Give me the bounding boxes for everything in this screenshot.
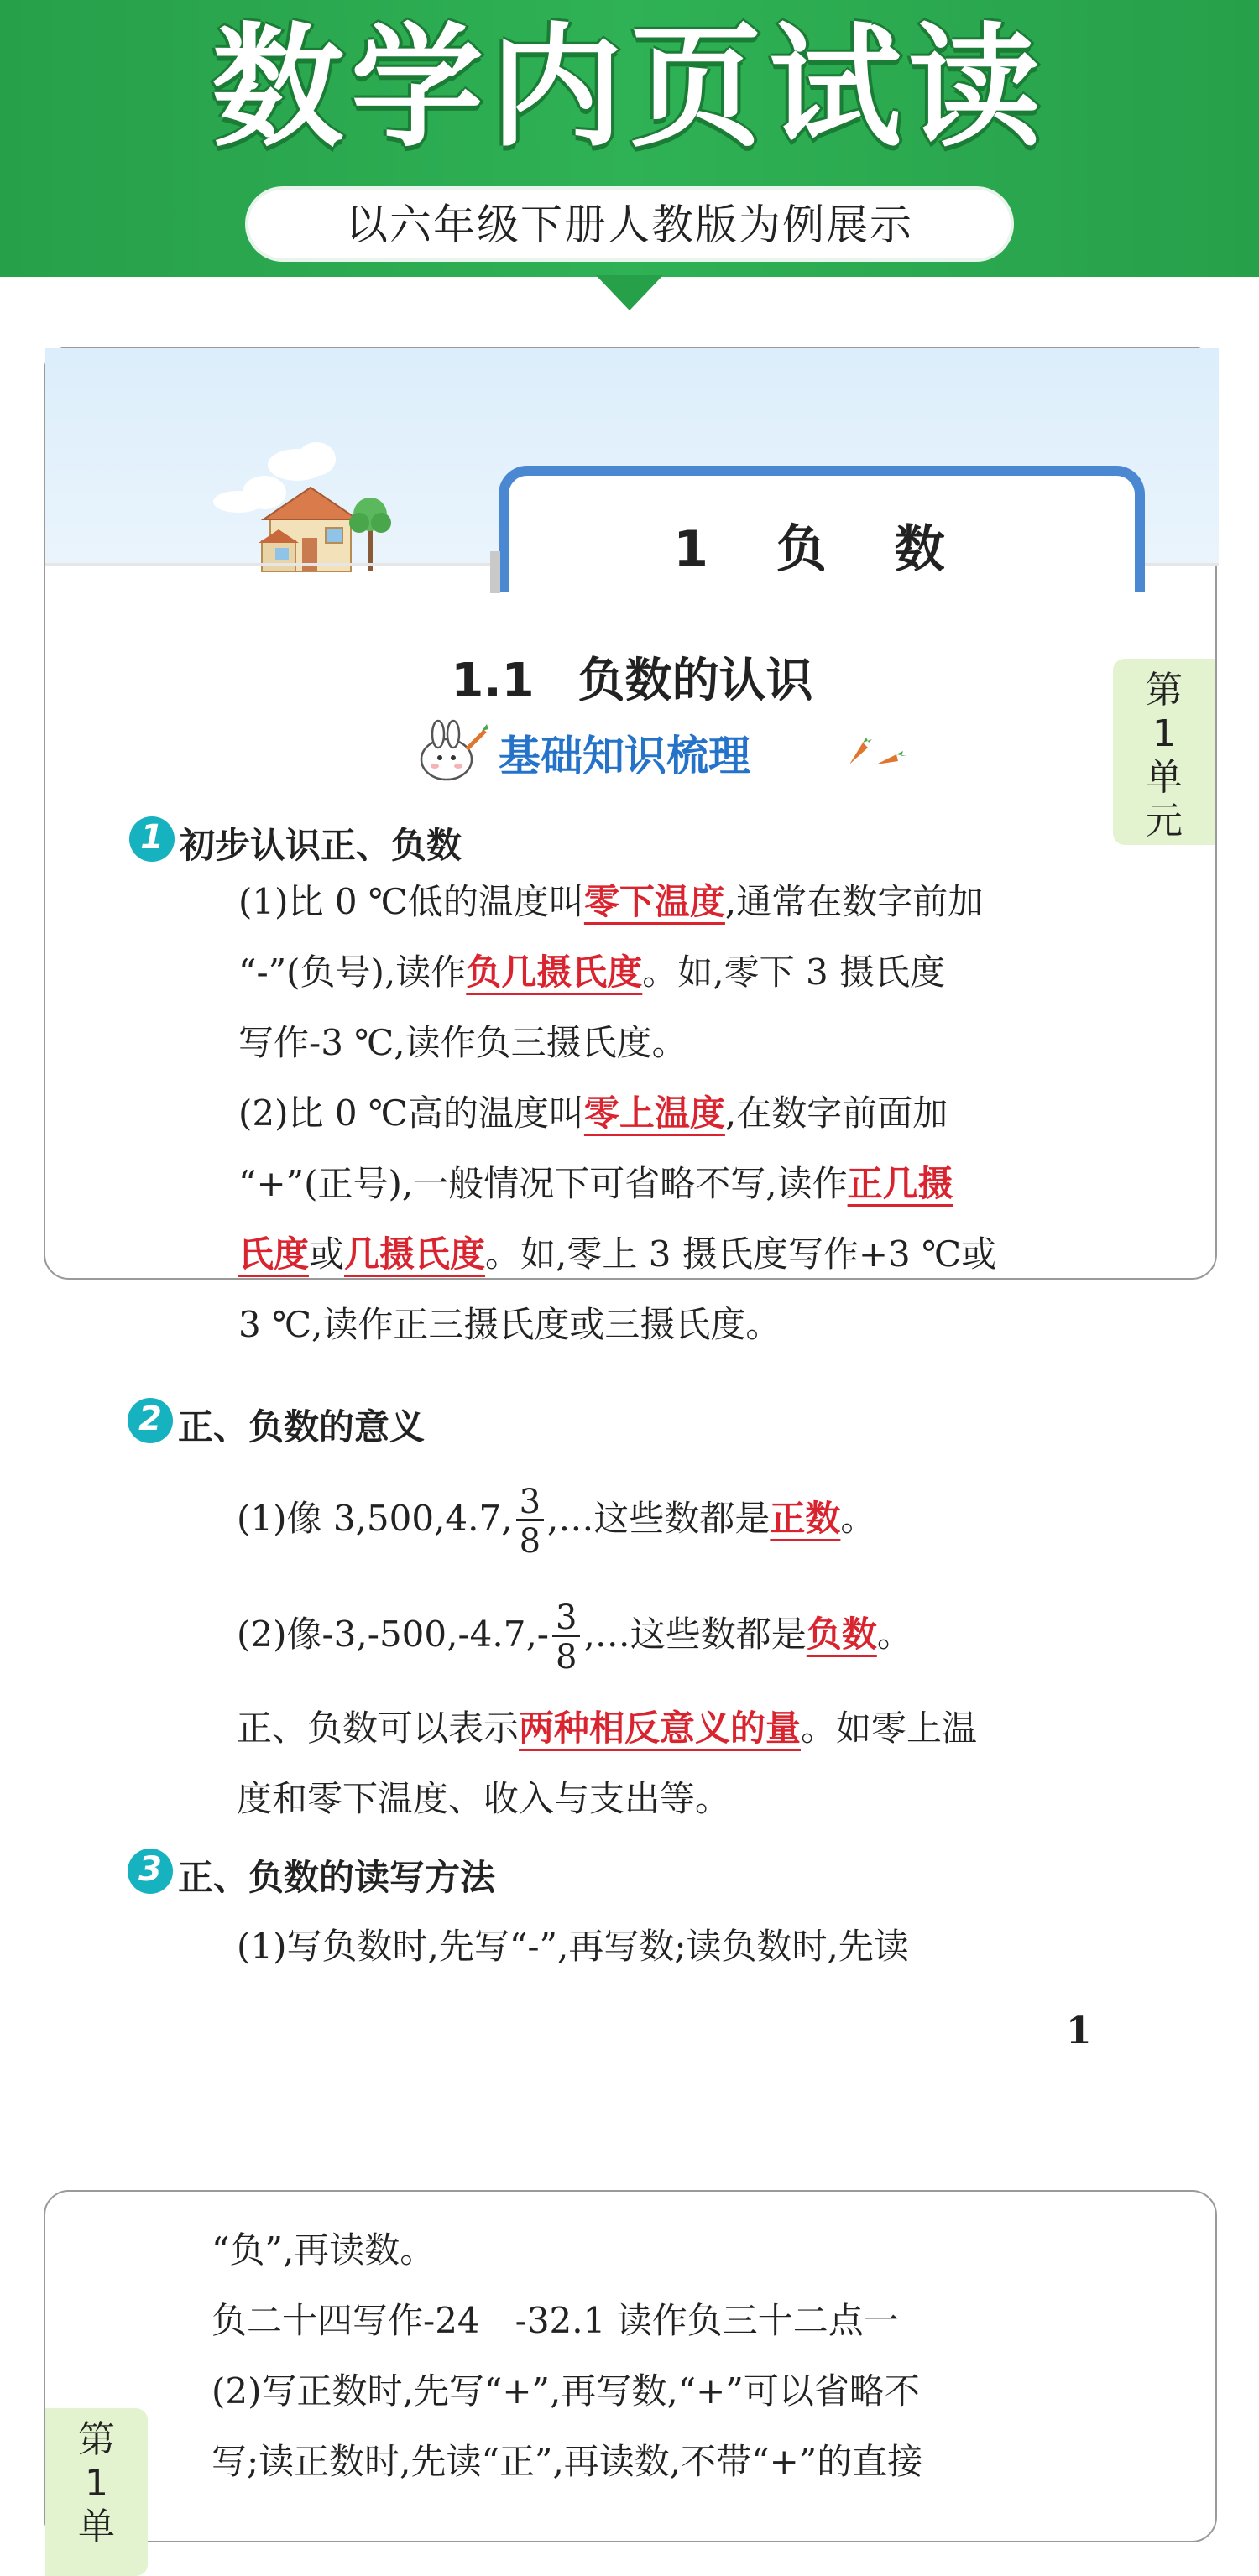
side-tab-char: 1 (85, 2462, 108, 2505)
banner-subtitle: 以六年级下册人教版为例展示 (245, 186, 1014, 262)
key-term: 负数 (806, 1614, 877, 1655)
banner-pointer (596, 275, 663, 310)
paragraph (212, 2215, 922, 2497)
side-tab-char: 第 (78, 2418, 115, 2461)
side-tab-char: 单 (1146, 756, 1183, 799)
side-tab-char: 第 (1146, 669, 1183, 712)
item-heading-text: 正、负数的意义 (178, 1406, 426, 1447)
key-term: 氏度 (238, 1233, 310, 1275)
text-line: 写;读正数时,先读“正”,再读数,不带“+”的直接 (212, 2441, 923, 2482)
paragraph: 正、负数可以表示两种相反意义的量。如零上温 度和零下温度、收入与支出等。 (237, 1708, 978, 1819)
page-1-lower-content (44, 347, 1217, 1280)
page-number: 1 (1066, 2010, 1092, 2052)
sub-header-text: 基础知识梳理 (499, 732, 750, 780)
key-term: 零下温度 (583, 881, 725, 922)
key-term: 正数 (770, 1498, 841, 1539)
banner-title: 数学内页试读 (212, 11, 1047, 165)
paragraph: (2)比 0 ℃高的温度叫零上温度,在数字前面加 “+”(正号),一般情况下可省略不写,读作正几摄 氏度或几摄氏度。如,零上 3 摄氏度写作+3 ℃或 3 ℃,读作正三摄氏度或三摄氏度。 (238, 1092, 997, 1345)
side-tab-char: 1 (1152, 712, 1176, 755)
paragraph: (1)像 3,500,4.7, $\frac{3}{8}$ ,…这些数都是正数。 (237, 1482, 876, 1561)
number-badge: 3 (128, 1849, 173, 1894)
paragraph: (1)写负数时,先写“-”,再写数;读负数时,先读 (237, 1926, 909, 1967)
side-tab-char: 单 (78, 2506, 115, 2548)
text-line: (2)写正数时,先写“+”,再写数,“+”可以省略不 (212, 2370, 920, 2412)
text-line: “负”,再读数。 (212, 2229, 436, 2271)
item-heading-3 (138, 1850, 496, 1901)
item-heading-2 (138, 1400, 426, 1450)
side-tab-char: 元 (1146, 800, 1183, 842)
paragraph: (1)比 0 ℃低的温度叫零下温度,通常在数字前加 “-”(负号),读作负几摄氏度。如,零下 3 摄氏度 写作-3 ℃,读作负三摄氏度。 (238, 881, 984, 1063)
text-line: 负二十四写作-24 -32.1 读作负三十二点一 (212, 2300, 899, 2341)
book-page-2 (44, 2190, 1217, 2548)
unit-side-tab (45, 2408, 148, 2576)
number-badge: 2 (128, 1398, 173, 1443)
key-term: 零上温度 (583, 1092, 725, 1134)
paragraph: (2)像-3,-500,-4.7,- $\frac{3}{8}$ ,…这些数都是负数。 (237, 1598, 912, 1676)
section-number: 1.1 (451, 654, 535, 708)
number-badge: 1 (129, 816, 175, 862)
section-name: 负数的认识 (577, 654, 813, 708)
key-term: 正几摄 (847, 1163, 953, 1204)
header-banner (0, 0, 1259, 277)
fraction: $\frac{3}{8}$ (516, 1485, 544, 1558)
key-term: 两种相反意义的量 (519, 1708, 802, 1749)
key-term: 负几摄氏度 (466, 952, 643, 993)
chapter-title: 1 负 数 (673, 520, 970, 579)
item-heading-text: 初步认识正、负数 (180, 825, 462, 866)
item-heading-text: 正、负数的读写方法 (178, 1857, 496, 1898)
key-term: 几摄氏度 (344, 1233, 486, 1275)
fraction: $\frac{3}{8}$ (552, 1601, 580, 1674)
